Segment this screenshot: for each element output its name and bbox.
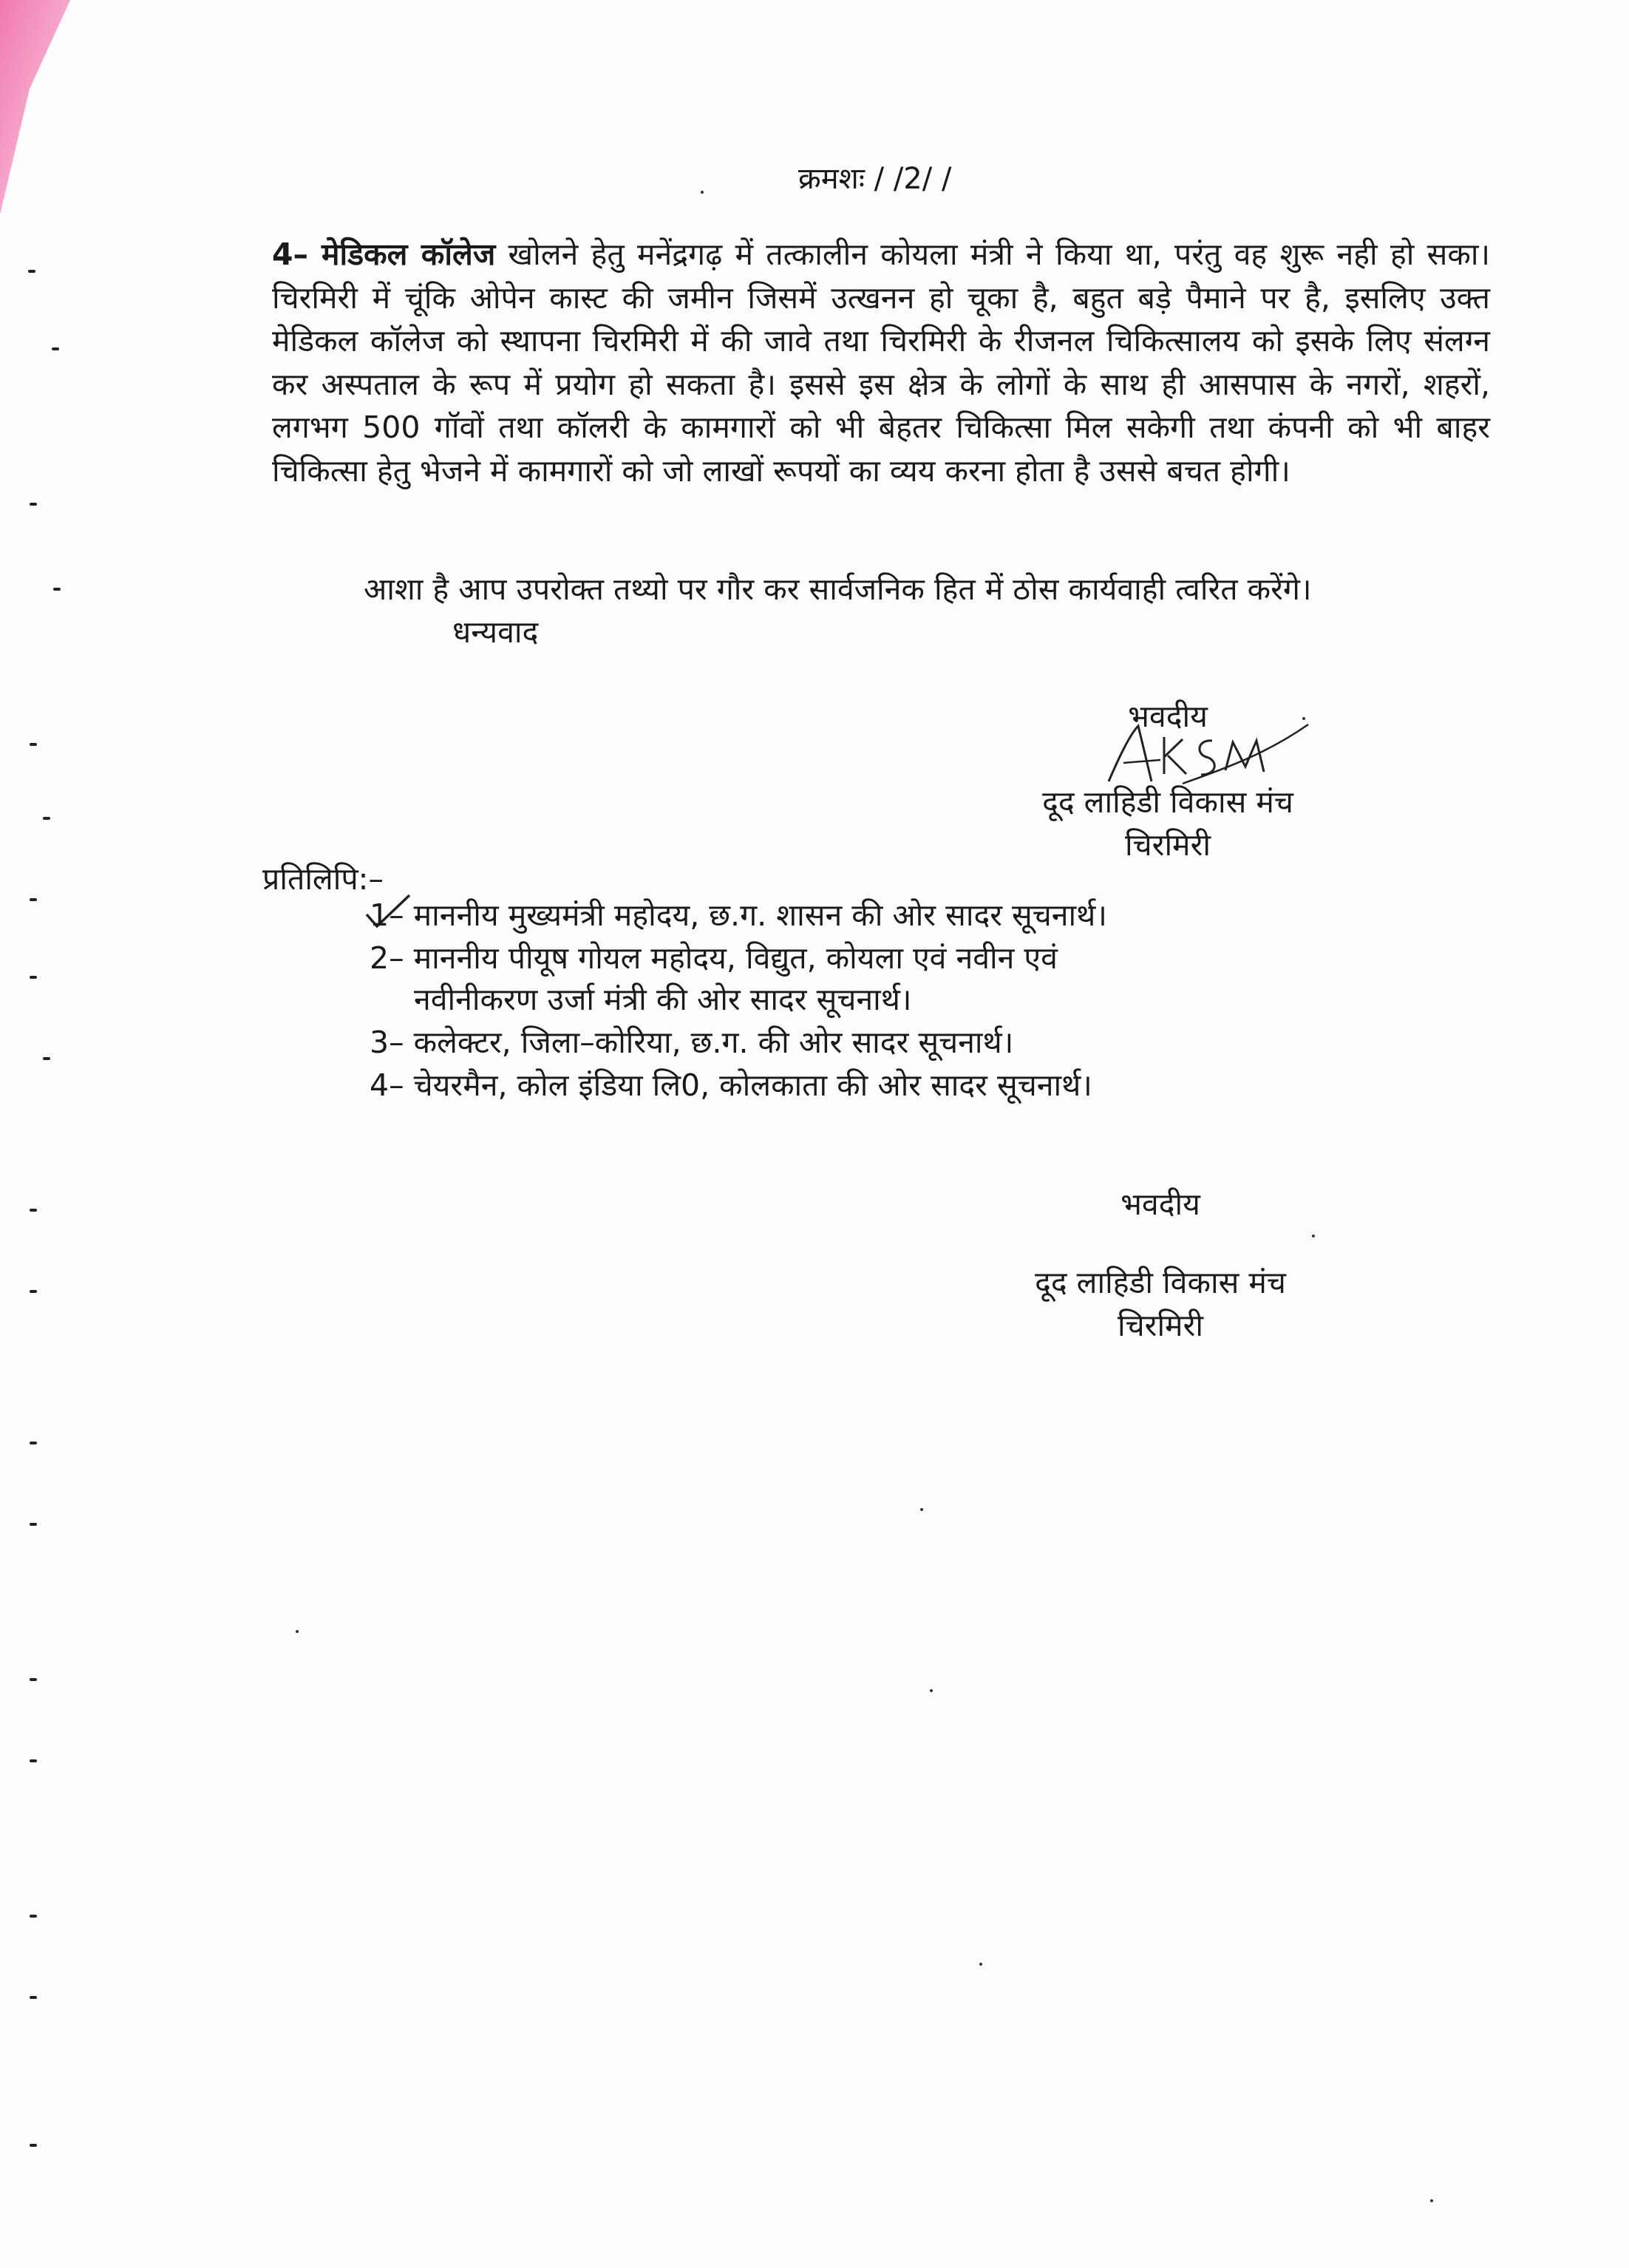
organization-place: चिरमिरी — [1118, 1308, 1203, 1343]
scan-speck — [920, 1508, 923, 1511]
margin-dot — [30, 898, 37, 901]
margin-dot — [30, 1915, 37, 1918]
organization-place: चिरमिरी — [1125, 827, 1211, 863]
organization-name: दूद लाहिडी विकास मंच — [1042, 784, 1293, 820]
salutation: भवदीय — [1120, 1186, 1200, 1222]
margin-dot — [28, 270, 35, 273]
closing-request: आशा है आप उपरोक्त तथ्यो पर गौर कर सार्वजनिक हित में ठोस कार्यवाही त्वरित करेंगे। — [364, 571, 1312, 607]
margin-dot — [52, 347, 59, 350]
handwritten-signature — [1094, 711, 1316, 792]
signature-block-2 — [961, 1183, 1360, 1347]
scan-speck — [1430, 2199, 1433, 2202]
margin-dot — [30, 1209, 37, 1212]
margin-dot — [30, 1759, 37, 1762]
cc-item: 4– चेयरमैन, कोल इंडिया लि0, कोलकाता की ओर सादर सूचनार्थ। — [370, 1067, 1092, 1103]
paragraph-bold-lead: मेडिकल कॉलेज — [322, 237, 496, 272]
margin-dot — [43, 817, 50, 820]
cc-item: 3– कलेक्टर, जिला–कोरिया, छ.ग. की ओर सादर सूचनार्थ। — [370, 1025, 1014, 1060]
body-paragraph — [272, 233, 1490, 492]
scan-speck — [979, 1963, 982, 1966]
organization-name: दूद लाहिडी विकास मंच — [1035, 1265, 1286, 1300]
margin-dot — [30, 1442, 37, 1444]
margin-dot — [30, 1996, 37, 1999]
scan-speck — [701, 191, 704, 194]
cc-item: 2– माननीय पीयूष गोयल महोदय, विद्युत, कोयला एवं नवीन एवं नवीनीकरण उर्जा मंत्री की ओर सादर सूचनार्थ। — [370, 940, 1058, 1017]
page-number: क्रमशः / /2/ / — [798, 162, 952, 196]
closing-thanks: धन्यवाद — [452, 614, 539, 650]
cc-list — [370, 894, 1330, 1107]
margin-dot — [30, 2144, 37, 2147]
pink-scan-edge — [0, 0, 81, 214]
closing-block — [364, 568, 1494, 653]
cc-label: प्रतिलिपि:– — [262, 861, 384, 897]
margin-dot — [30, 503, 37, 506]
margin-dot — [30, 1523, 37, 1526]
margin-dot — [30, 976, 37, 979]
scan-speck — [930, 1689, 933, 1692]
paragraph-number: 4– — [272, 237, 309, 272]
margin-dot — [30, 743, 37, 746]
margin-dot — [43, 1057, 50, 1060]
margin-dot — [53, 588, 61, 591]
cc-item: 1– माननीय मुख्यमंत्री महोदय, छ.ग. शासन की ओर सादर सूचनार्थ। — [370, 897, 1107, 933]
scan-speck — [296, 1630, 299, 1633]
margin-dot — [30, 1678, 37, 1681]
paragraph-text: खोलने हेतु मनेंद्रगढ़ में तत्कालीन कोयला मंत्री ने किया था, परंतु वह शुरू नही हो सका। चिरमिरी में चूंकि ओपेन कास्ट की जमीन जिसमें उत्खनन हो चूका है, बहुत बड़े पैमाने पर है, इसलिए उक्त मेडिकल कॉलेज को स्थापना चिरमिरी में की जावे तथा चिरमिरी के रीजनल चिकित्सालय को इसके लिए संलग्न कर अस्पताल के रूप में प्रयोग हो सकता है। इससे इस क्षेत्र के लोगों के साथ ही आसपास के नगरों, शहरों, लगभग 500 गॉवों तथा कॉलरी के कामगारों को भी बेहतर चिकित्सा मिल सकेगी तथा कंपनी को भी बाहर चिकित्सा हेतु भेजने में कामगारों को जो लाखों रूपयों का व्यय करना होता है उससे बचत होगी। — [272, 237, 1490, 489]
salutation: भवदीय — [1128, 699, 1208, 734]
margin-dot — [30, 1290, 37, 1293]
